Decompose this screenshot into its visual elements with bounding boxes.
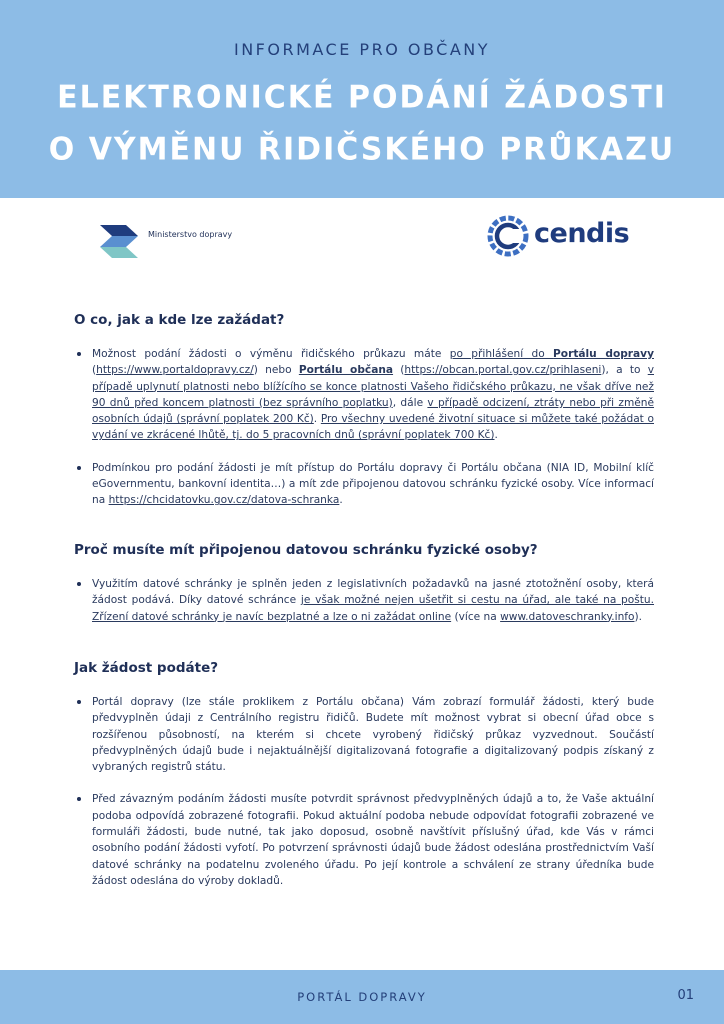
bullet-list <box>74 694 654 889</box>
list-item <box>74 576 654 625</box>
page-number: 01 <box>677 988 694 1003</box>
text-segment: . <box>313 413 321 426</box>
text-segment[interactable]: v případě uplynutí platnosti nebo blížícího se konce platnosti Vašeho řidičského průkazu, ne však dříve než 90 dnů před koncem platnosti (bez správního poplatku) <box>92 364 654 409</box>
text-segment: ( <box>92 364 97 377</box>
list-item <box>74 460 654 509</box>
cendis-logo-icon <box>486 214 530 258</box>
text-segment[interactable]: Portálu občana <box>298 364 394 377</box>
text-segment[interactable]: https://www.portaldopravy.cz/ <box>96 364 254 377</box>
cendis-logo <box>486 212 646 262</box>
text-segment[interactable]: Pro všechny uvedené životní situace si můžete také požádat o vydání ve zkrácené lhůtě, tj. do 5 pracovních dnů (správní poplatek 700 Kč) <box>92 413 654 442</box>
text-segment: . <box>494 429 498 442</box>
text-segment: Využitím datové schránky je splněn jeden z legislativních požadavků na jasné ztotožnění osoby, která žádost podává. Díky datové schránce <box>92 578 654 607</box>
text-segment[interactable]: v případě odcizení, ztráty nebo při změně osobních údajů (správní poplatek 200 Kč) <box>92 396 655 426</box>
footer-label: PORTÁL DOPRAVY <box>297 990 427 1004</box>
section-heading: Proč musíte mít připojenou datovou schránku fyzické osoby? <box>74 542 538 558</box>
list-item <box>74 346 654 444</box>
ministry-logo-icon <box>100 222 146 260</box>
footer-bar <box>0 970 724 1024</box>
text-segment[interactable]: https://chcidatovku.gov.cz/datova-schranka <box>108 494 340 507</box>
text-segment: ), a to <box>601 364 648 377</box>
text-segment: Možnost podání žádosti o výměnu řidičského průkazu máte <box>92 348 450 360</box>
text-segment[interactable]: po přihlášení do <box>449 348 554 360</box>
text-segment: (více na <box>451 610 501 623</box>
list-item <box>74 791 654 889</box>
text-segment: ( <box>393 364 405 377</box>
section-heading: O co, jak a kde lze zažádat? <box>74 312 285 328</box>
text-segment: , dále <box>392 396 428 409</box>
text-segment: ) nebo <box>253 364 299 377</box>
page-title-line1: ELEKTRONICKÉ PODÁNÍ ŽÁDOSTI <box>57 79 667 116</box>
text-segment: Portál dopravy (lze stále proklikem z Portálu občana) Vám zobrazí formulář žádosti, který bude předvyplněn údaji z Centrálního registru řidičů. Budete mít možnost vybrat si obecní úřad obce s rozšířenou působností, na kterém si chcete vyrobený řidičský průkaz vyzvednout. Součástí předvyplněných údajů bude i nejaktuálnější digitalizovaná fotografie a digitalizovaný podpis získaný z vybraných registrů státu. <box>92 696 654 774</box>
bullet-list <box>74 576 654 625</box>
text-segment: . <box>339 494 343 507</box>
text-segment[interactable]: Portálu dopravy <box>553 348 654 360</box>
cendis-logo-text: cendis <box>534 218 630 249</box>
text-segment: Před závazným podáním žádosti musíte potvrdit správnost předvyplněných údajů a to, že Vaše aktuální podoba odpovídá zobrazené fotografii. Pokud aktuální podoba nebude odpovídat fotografii zobrazené ve formuláři žádosti, bude nutné, tak jako doposud, osobně navštívit příslušný úřad, kde Vás v rámci osobního podání žádosti vyfotí. Po potvrzení správnosti údajů bude žádost odeslána prostřednictvím Vaší datové schránky na podatelnu zvoleného úřadu. Po její kontrole a schválení ze strany úředníka bude žádost odeslána do výroby dokladů. <box>92 793 654 887</box>
bullet-list <box>74 346 654 509</box>
section-heading: Jak žádost podáte? <box>74 660 219 676</box>
header-banner <box>0 0 724 198</box>
ministry-logo <box>100 222 260 262</box>
list-item <box>74 694 654 775</box>
text-segment[interactable]: www.datoveschranky.info <box>500 610 635 623</box>
text-segment[interactable]: je však možné nejen ušetřit si cestu na úřad, ale také na poštu. Zřízení datové schránky je navíc bezplatné a lze o ni zažádat online <box>92 594 655 623</box>
text-segment: ). <box>634 610 643 623</box>
header-kicker: INFORMACE PRO OBČANY <box>233 40 491 59</box>
text-segment[interactable]: https://obcan.portal.gov.cz/prihlaseni <box>404 364 602 377</box>
ministry-logo-text: Ministerstvo dopravy <box>148 230 233 239</box>
text-segment: Podmínkou pro podání žádosti je mít přístup do Portálu dopravy či Portálu občana (NIA ID, Mobilní klíč eGovernmentu, bankovní identita…) a mít zde připojenou datovou schránku fyzické osoby. Více informací na <box>92 461 654 507</box>
page-title-line2: O VÝMĚNU ŘIDIČSKÉHO PRŮKAZU <box>48 131 676 168</box>
